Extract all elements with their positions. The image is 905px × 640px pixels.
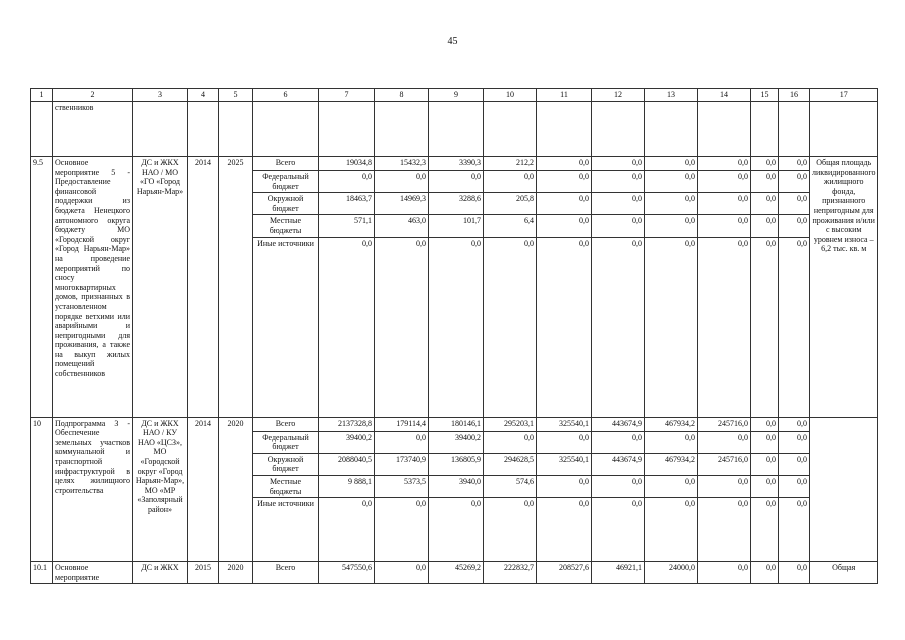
amount-cell: 0,0 xyxy=(645,157,698,171)
funding-source: Местные бюджеты xyxy=(253,475,319,497)
amount-cell: 0,0 xyxy=(375,498,429,562)
amount-cell: 245716,0 xyxy=(698,453,751,475)
amount-cell: 208527,6 xyxy=(537,562,592,584)
amount-cell: 0,0 xyxy=(779,417,810,431)
end-year: 2020 xyxy=(219,417,253,562)
amount-cell: 0,0 xyxy=(592,157,645,171)
start-year: 2015 xyxy=(188,562,219,584)
col-header: 12 xyxy=(592,89,645,102)
amount-cell: 0,0 xyxy=(319,171,375,193)
amount-cell: 179114,4 xyxy=(375,417,429,431)
amount-cell: 15432,3 xyxy=(375,157,429,171)
amount-cell: 0,0 xyxy=(698,157,751,171)
funding-source: Всего xyxy=(253,562,319,584)
amount-cell: 294628,5 xyxy=(484,453,537,475)
amount-cell: 14969,3 xyxy=(375,193,429,215)
amount-cell: 39400,2 xyxy=(319,431,375,453)
continuation-row xyxy=(31,102,878,157)
amount-cell: 0,0 xyxy=(645,171,698,193)
col-header: 4 xyxy=(188,89,219,102)
amount-cell: 18463,7 xyxy=(319,193,375,215)
amount-cell: 0,0 xyxy=(375,562,429,584)
amount-cell: 5373,5 xyxy=(375,475,429,497)
funding-source: Иные источники xyxy=(253,498,319,562)
amount-cell: 0,0 xyxy=(698,215,751,237)
amount-cell: 295203,1 xyxy=(484,417,537,431)
amount-cell: 0,0 xyxy=(751,171,779,193)
amount-cell: 0,0 xyxy=(751,417,779,431)
amount-cell: 0,0 xyxy=(751,193,779,215)
activity-name: Основное мероприятие 5 - Предоставление финансовой поддержки из бюджета Ненецкого автономного округа бюджету МО «Городской округ «Город Нарьян-Мар» на проведение мероприятий по сносу многоквартирных домов, признанных в установленном порядке ветхими или аварийными и непригодными для проживания, а также на выкуп жилых помещений собственников xyxy=(53,157,133,418)
amount-cell: 0,0 xyxy=(537,475,592,497)
amount-cell: 9 888,1 xyxy=(319,475,375,497)
activity-name: Основное мероприятие xyxy=(53,562,133,584)
expected-result-empty xyxy=(810,417,878,562)
col-header: 9 xyxy=(429,89,484,102)
col-header: 5 xyxy=(219,89,253,102)
col-header: 3 xyxy=(133,89,188,102)
amount-cell: 0,0 xyxy=(645,215,698,237)
amount-cell: 0,0 xyxy=(698,171,751,193)
amount-cell: 0,0 xyxy=(751,562,779,584)
continuation-text: ственников xyxy=(53,102,133,157)
amount-cell: 0,0 xyxy=(751,157,779,171)
amount-cell: 0,0 xyxy=(375,431,429,453)
amount-cell: 325540,1 xyxy=(537,453,592,475)
amount-cell: 0,0 xyxy=(429,237,484,417)
amount-cell: 45269,2 xyxy=(429,562,484,584)
col-header: 15 xyxy=(751,89,779,102)
amount-cell: 0,0 xyxy=(537,157,592,171)
col-header: 16 xyxy=(779,89,810,102)
amount-cell: 0,0 xyxy=(698,237,751,417)
amount-cell: 222832,7 xyxy=(484,562,537,584)
amount-cell: 0,0 xyxy=(484,171,537,193)
amount-cell: 0,0 xyxy=(698,562,751,584)
funding-source: Окружной бюджет xyxy=(253,193,319,215)
amount-cell: 0,0 xyxy=(484,237,537,417)
executor: ДС и ЖКХ НАО / МО «ГО «Город Нарьян-Мар» xyxy=(133,157,188,418)
executor: ДС и ЖКХ НАО / КУ НАО «ЦСЗ», МО «Городской округ «Город Нарьян-Мар», МО «МР «Заполярный район» xyxy=(133,417,188,562)
amount-cell: 0,0 xyxy=(751,237,779,417)
executor: ДС и ЖКХ xyxy=(133,562,188,584)
amount-cell: 0,0 xyxy=(645,475,698,497)
amount-cell: 180146,1 xyxy=(429,417,484,431)
amount-cell: 0,0 xyxy=(779,453,810,475)
funding-source: Окружной бюджет xyxy=(253,453,319,475)
amount-cell: 6,4 xyxy=(484,215,537,237)
amount-cell: 3288,6 xyxy=(429,193,484,215)
funding-source: Всего xyxy=(253,157,319,171)
col-header: 14 xyxy=(698,89,751,102)
amount-cell: 0,0 xyxy=(537,171,592,193)
funding-source: Местные бюджеты xyxy=(253,215,319,237)
amount-cell: 0,0 xyxy=(698,498,751,562)
amount-cell: 0,0 xyxy=(779,498,810,562)
col-header: 2 xyxy=(53,89,133,102)
amount-cell: 19034,8 xyxy=(319,157,375,171)
amount-cell: 0,0 xyxy=(484,498,537,562)
amount-cell: 0,0 xyxy=(429,498,484,562)
col-header: 17 xyxy=(810,89,878,102)
amount-cell: 443674,9 xyxy=(592,417,645,431)
amount-cell: 0,0 xyxy=(698,475,751,497)
amount-cell: 547550,6 xyxy=(319,562,375,584)
amount-cell: 0,0 xyxy=(751,475,779,497)
amount-cell: 136805,9 xyxy=(429,453,484,475)
amount-cell: 0,0 xyxy=(779,193,810,215)
amount-cell: 173740,9 xyxy=(375,453,429,475)
amount-cell: 0,0 xyxy=(779,171,810,193)
amount-cell: 0,0 xyxy=(779,475,810,497)
amount-cell: 0,0 xyxy=(537,498,592,562)
amount-cell: 0,0 xyxy=(319,498,375,562)
amount-cell: 574,6 xyxy=(484,475,537,497)
amount-cell: 0,0 xyxy=(592,431,645,453)
amount-cell: 2088040,5 xyxy=(319,453,375,475)
col-header: 6 xyxy=(253,89,319,102)
amount-cell: 325540,1 xyxy=(537,417,592,431)
amount-cell: 0,0 xyxy=(751,431,779,453)
amount-cell: 0,0 xyxy=(751,215,779,237)
start-year: 2014 xyxy=(188,157,219,418)
table-row-10 xyxy=(31,417,878,431)
col-header: 7 xyxy=(319,89,375,102)
amount-cell: 0,0 xyxy=(375,237,429,417)
amount-cell: 0,0 xyxy=(537,215,592,237)
funding-source: Всего xyxy=(253,417,319,431)
amount-cell: 0,0 xyxy=(779,431,810,453)
amount-cell: 0,0 xyxy=(592,237,645,417)
amount-cell: 0,0 xyxy=(779,157,810,171)
amount-cell: 205,8 xyxy=(484,193,537,215)
amount-cell: 0,0 xyxy=(645,237,698,417)
amount-cell: 245716,0 xyxy=(698,417,751,431)
row-number: 10 xyxy=(31,417,53,562)
start-year: 2014 xyxy=(188,417,219,562)
funding-source: Федеральный бюджет xyxy=(253,171,319,193)
amount-cell: 3940,0 xyxy=(429,475,484,497)
amount-cell: 24000,0 xyxy=(645,562,698,584)
col-header: 11 xyxy=(537,89,592,102)
table-row-10-1 xyxy=(31,562,878,584)
amount-cell: 0,0 xyxy=(779,237,810,417)
amount-cell: 0,0 xyxy=(751,453,779,475)
expected-result: Общая площадь ликвидированного жилищного фонда, признанного непригодным для проживания и/или с высоким уровнем износа – 6,2 тыс. кв. м xyxy=(810,157,878,418)
table-row-9-5 xyxy=(31,157,878,171)
amount-cell: 0,0 xyxy=(592,171,645,193)
amount-cell: 0,0 xyxy=(537,431,592,453)
column-header-row xyxy=(31,89,878,102)
amount-cell: 101,7 xyxy=(429,215,484,237)
amount-cell: 0,0 xyxy=(592,193,645,215)
amount-cell: 0,0 xyxy=(751,498,779,562)
amount-cell: 0,0 xyxy=(592,498,645,562)
amount-cell: 467934,2 xyxy=(645,417,698,431)
amount-cell: 0,0 xyxy=(537,237,592,417)
amount-cell: 0,0 xyxy=(645,498,698,562)
col-header: 1 xyxy=(31,89,53,102)
amount-cell: 463,0 xyxy=(375,215,429,237)
page-number: 45 xyxy=(447,36,458,47)
row-number: 9.5 xyxy=(31,157,53,418)
amount-cell: 0,0 xyxy=(779,562,810,584)
amount-cell: 467934,2 xyxy=(645,453,698,475)
amount-cell: 0,0 xyxy=(592,215,645,237)
expected-result: Общая xyxy=(810,562,878,584)
amount-cell: 571,1 xyxy=(319,215,375,237)
end-year: 2025 xyxy=(219,157,253,418)
amount-cell: 0,0 xyxy=(319,237,375,417)
amount-cell: 0,0 xyxy=(645,431,698,453)
funding-source: Федеральный бюджет xyxy=(253,431,319,453)
end-year: 2020 xyxy=(219,562,253,584)
amount-cell: 0,0 xyxy=(645,193,698,215)
amount-cell: 0,0 xyxy=(779,215,810,237)
amount-cell: 0,0 xyxy=(484,431,537,453)
amount-cell: 0,0 xyxy=(537,193,592,215)
col-header: 13 xyxy=(645,89,698,102)
amount-cell: 443674,9 xyxy=(592,453,645,475)
amount-cell: 0,0 xyxy=(698,431,751,453)
col-header: 8 xyxy=(375,89,429,102)
amount-cell: 46921,1 xyxy=(592,562,645,584)
amount-cell: 212,2 xyxy=(484,157,537,171)
activity-name: Подпрограмма 3 - Обеспечение земельных участков коммунальной и транспортной инфраструктурой в целях жилищного строительства xyxy=(53,417,133,562)
budget-table xyxy=(30,88,878,584)
amount-cell: 39400,2 xyxy=(429,431,484,453)
amount-cell: 0,0 xyxy=(375,171,429,193)
amount-cell: 0,0 xyxy=(592,475,645,497)
amount-cell: 0,0 xyxy=(429,171,484,193)
row-number: 10.1 xyxy=(31,562,53,584)
amount-cell: 0,0 xyxy=(698,193,751,215)
amount-cell: 3390,3 xyxy=(429,157,484,171)
funding-source: Иные источники xyxy=(253,237,319,417)
amount-cell: 2137328,8 xyxy=(319,417,375,431)
col-header: 10 xyxy=(484,89,537,102)
